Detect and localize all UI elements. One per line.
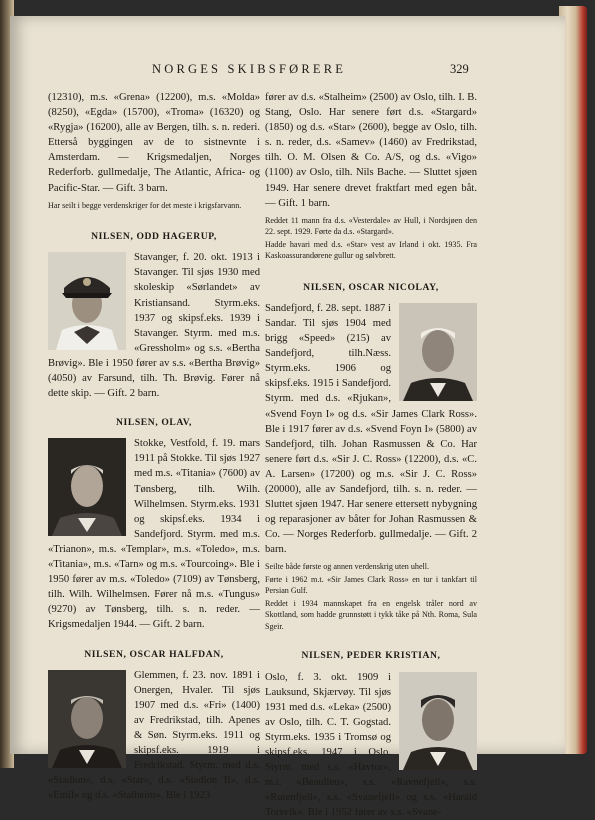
entry-heading: NILSEN, OSCAR NICOLAY, [303, 281, 439, 293]
entry-heading: NILSEN, OLAV, [116, 417, 192, 429]
biography-entry [48, 647, 260, 804]
entry-heading: NILSEN, OSCAR HALFDAN, [84, 648, 224, 660]
portrait-photo [48, 670, 126, 768]
portrait-photo [48, 438, 126, 536]
right-intro-text: fører av d.s. «Stalheim» (2500) av Oslo, tilh. I. B. Stang, Oslo. Har senere ført d.s. «Stargard» (1850) og d.s. «Star» (2600), begge av Oslo, tilh. s. n. reder, d.s. «Samev» (1460) av Fredrikstad, tilh. O. M. Olsen & Co. A/S, og d.s. «Vigo» (1100) av Oslo, tilh. Nils Bache. — Sluttet sjøen 1949. Har senere drevet fraktfart med egen båt. — Gift. 1 barn. [265, 92, 477, 209]
entry-heading: NILSEN, PEDER KRISTIAN, [301, 650, 441, 662]
book-page [10, 16, 565, 819]
entry-text: Stavanger, f. 20. okt. 1913 i Stavanger. Til sjøs 1930 med skoleskip «Sørlandet» av Kristiansand. Styrm.eks. 1937 og skipsf.eks. 1939 i Stavanger. Styrm. med m.s. «Gressholm» og s.s. «Bertha Brøvig». Ble i 1950 fører av s.s. «Bertha Brøvig» (4050) av Farsund, tilh. Th. Brøvig. Fører nå dette skip. — Gift. 2 barn. [48, 252, 260, 400]
left-column [48, 90, 260, 803]
biography-entry [48, 415, 260, 632]
portrait-photo [399, 672, 477, 770]
left-intro-note: Har seilt i begge verdenskriger for det meste i krigsfarvann. [48, 200, 242, 210]
entry-note: Seilte både første og annen verdenskrig uten uhell. [265, 562, 430, 572]
running-title: NORGES SKIBSFØRERE [152, 62, 347, 76]
entry-heading: NILSEN, ODD HAGERUP, [91, 231, 217, 243]
right-column [265, 90, 477, 820]
biography-entry [265, 648, 477, 820]
entry-text: Sandefjord, f. 28. sept. 1887 i Sandar. Til sjøs 1904 med brigg «Speed» (215) av Sandefjord, tilh.Næss. Styrm.eks. 1906 og skipsf.eks. 1915 i Sandefjord. Styrm. med d.s. «Rjukan», «Svend Foyn I» og d.s. «Sir James Clark Ross». Ble i 1917 fører av d.s. «Svend Foyn I» (5800) av Sandefjord, tilh. Johan Rasmussen & Co. Har senere ført d.s. «Sir J. C. Ross» (12200), d.s. «C. A. Larsen» (17200) og m.s. «Sir J. C. Ross» (20000), alle av Sandefjord, tilh. s. n. reder. — Sluttet sjøen 1947. Har senere ettersett nybygning og reparasjoner av båter for Johan Rasmussen & Co. — Norges Rederforb. gullmedalje. — Gift. 2 barn. [265, 302, 477, 556]
entry-text: Stokke, Vestfold, f. 19. mars 1911 på Stokke. Til sjøs 1927 med m.s. «Titania» (7600) av Tønsberg, tilh. Wilh. Wilhelmsen. Styrm.eks. 1931 og skipsf.eks. 1934 i Sandefjord. Styrm. med m.s. «Trianon», m.s. «Templar», m.s. «Toledo», m.s. «Titania», m.s. «Tarn» og m.s. «Tourcoing». Ble i 1950 fører av m.s. «Toledo» (7109) av Tønsberg, tilh. Wilh. Wilhelmsen. Fører nå m.s. «Tungus» (9270) av Tønsberg, tilh. s. n. reder. — Krigsmedaljen 1944. — Gift. 2 barn. [48, 438, 260, 631]
entry-note: Førte i 1962 m.t. «Sir James Clark Ross» en tur i tankfart til Persian Gulf. [265, 574, 477, 596]
portrait-photo [48, 252, 126, 350]
entry-note: Reddet i 1934 mannskapet fra en engelsk tråler nord av Skottland, som hadde grunnstøtt i tykk tåke på Nth. Roma, Sula Sgeir. [265, 598, 477, 631]
biography-entry [48, 229, 260, 401]
entry-text: Glemmen, f. 23. nov. 1891 i Onergen, Hvaler. Til sjøs 1907 med d.s. «Fri» (1400) av Fredrikstad, tilh. Apenes & Søn. Styrm.eks. 1911 og skipsf.eks. 1919 i Fredrikstad. Styrm. med d.s. «Stadion», d.s. «Star», d.s. «Stadion II», d.s. «Emil» og d.s. «Stalheim». Ble i 1923 [48, 669, 260, 802]
biography-entry [265, 280, 477, 633]
entry-text: Oslo, f. 3. okt. 1909 i Lauksund, Skjærvøy. Til sjøs 1931 med d.s. «Leka» (2500) av Oslo, tilh. C. T. Gogstad. Styrm.eks. 1935 i Tromsø og skipsf.eks. 1947 i Oslo. Styrm. med s.s. «Havtor», m.t. «Beaulieu», s.s. «Ravnefjell», s.s. «Rutenfjell», s.s. «Svanefjell» og s.s. «Harald Torsvik». Ble i 1952 fører av s.s. «Svane- [265, 671, 477, 819]
right-intro-note: Reddet 11 mann fra d.s. «Vesterdale» av Hull, i Nordsjøen den 22. sept. 1929. Førte da d.s. «Stargard». [265, 215, 477, 237]
left-intro-text: (12310), m.s. «Grena» (12200), m.s. «Molda» (8250), «Egda» (15700), «Troma» (16320) og «Rygja» (16200), alle av Bergen, tilh. s. n. rederi. Etterså byggingen av de to sistnevnte i Amsterdam. — Krigsmedaljen, Norges Rederforb. gullmedalje, The Atlantic, Africa- og Pacific-Star. — Gift. 3 barn. [48, 92, 260, 194]
page-number: 329 [450, 62, 469, 76]
right-intro-note: Hadde havari med d.s. «Star» vest av Irland i okt. 1935. Fra Kaskoassurandørene gullur og sølvbrett. [265, 239, 477, 261]
portrait-photo [399, 303, 477, 401]
